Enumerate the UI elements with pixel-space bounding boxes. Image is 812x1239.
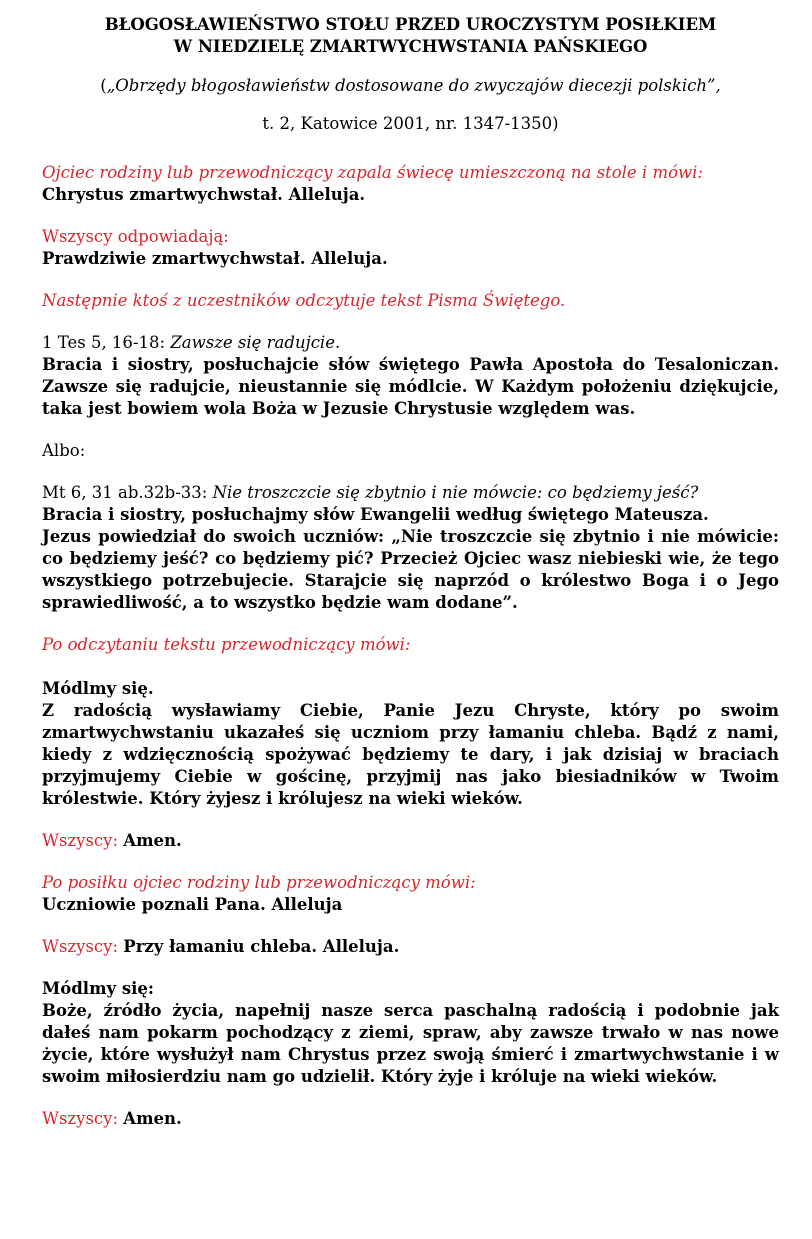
prayer2-heading: Módlmy się:: [42, 979, 155, 998]
rubric-reading: Następnie ktoś z uczestników odczytuje tekst Pisma Świętego.: [42, 291, 566, 310]
albo-label: Albo:: [42, 441, 86, 460]
response-label: Wszyscy:: [42, 1109, 124, 1128]
reading1-ref-title: Zawsze się radujcie.: [170, 333, 341, 352]
response-breaking-bread: [42, 936, 779, 958]
source-open-paren: (: [100, 75, 107, 95]
response-text: Amen.: [123, 831, 182, 850]
source-details: t. 2, Katowice 2001, nr. 1347-1350): [262, 114, 559, 133]
title-line-1: BŁOGOSŁAWIEŃSTWO STOŁU PRZED UROCZYSTYM POSIŁKIEM: [104, 15, 717, 34]
reading1-text: Bracia i siostry, posłuchajcie słów świętego Pawła Apostoła do Tesaloniczan. Zawsze się radujcie, nieustannie się módlcie. W Każdym położeniu dziękujcie, taka jest bowiem wola Boża w Jezusie Chrystusie względem was.: [42, 355, 779, 418]
rubric-all-respond: Wszyscy odpowiadają:: [42, 227, 229, 246]
prayer1-text: Z radością wysławiamy Ciebie, Panie Jezu Chryste, który po swoim zmartwychwstaniu ukazałeś się uczniom przy łamaniu chleba. Bądź z nami, kiedy z wdzięcznością spożywać będziemy te dary, i jak dzisiaj w braciach przyjmujemy Ciebie w gościnę, przyjmij nas jako biesiadników w Twoim królestwie. Który żyjesz i królujesz na wieki wieków.: [42, 701, 779, 808]
prayer1-heading: Módlmy się.: [42, 679, 154, 698]
response-text: Amen.: [123, 1109, 182, 1128]
source-title: „Obrzędy błogosławieństw dostosowane do zwyczajów diecezji polskich”,: [106, 75, 721, 95]
source-citation: [42, 75, 779, 97]
reading1-reference: [42, 332, 779, 354]
reading2-intro: Bracia i siostry, posłuchajmy słów Ewangelii według świętego Mateusza.: [42, 505, 709, 524]
response-label: Wszyscy:: [42, 831, 124, 850]
response-text: Przy łamaniu chleba. Alleluja.: [123, 937, 400, 956]
response-amen-1: [42, 830, 779, 852]
response-label: Wszyscy:: [42, 937, 124, 956]
reading2-reference: [42, 482, 779, 504]
reading1-ref: 1 Tes 5, 16-18:: [42, 333, 171, 352]
reading2-ref: Mt 6, 31 ab.32b-33:: [42, 483, 213, 502]
response-amen-2: [42, 1108, 779, 1130]
reading2-ref-title: Nie troszczcie się zbytnio i nie mówcie: co będziemy jeść?: [212, 483, 699, 502]
rubric-light-candle: Ojciec rodziny lub przewodniczący zapala świecę umieszczoną na stole i mówi:: [42, 163, 703, 182]
acclamation-after-meal: Uczniowie poznali Pana. Alleluja: [42, 895, 343, 914]
reading2-text: Jezus powiedział do swoich uczniów: „Nie troszczcie się zbytnio i nie mówicie: co będziemy jeść? co będziemy pić? Przecież Ojciec wasz niebieski wie, że tego wszystkiego potrzebujecie. Starajcie się naprzód o królestwo Boga i o Jego sprawiedliwość, a to wszystko będzie wam dodane”.: [42, 527, 779, 612]
acclamation-response: Prawdziwie zmartwychwstał. Alleluja.: [42, 249, 388, 268]
acclamation-leader: Chrystus zmartwychwstał. Alleluja.: [42, 185, 366, 204]
rubric-after-reading: Po odczytaniu tekstu przewodniczący mówi:: [42, 635, 411, 654]
document-header: [42, 14, 779, 135]
prayer2-text: Boże, źródło życia, napełnij nasze serca paschalną radością i podobnie jak dałeś nam pokarm pochodzący z ziemi, spraw, aby zawsze trwało w nas nowe życie, które wysłużył nam Chrystus przez swoją śmierć i zmartwychwstanie i w swoim miłosierdziu nam go udzielił. Który żyje i króluje na wieki wieków.: [42, 1001, 779, 1086]
title-line-2: W NIEDZIELĘ ZMARTWYCHWSTANIA PAŃSKIEGO: [173, 37, 648, 56]
rubric-after-meal: Po posiłku ojciec rodziny lub przewodniczący mówi:: [42, 873, 476, 892]
